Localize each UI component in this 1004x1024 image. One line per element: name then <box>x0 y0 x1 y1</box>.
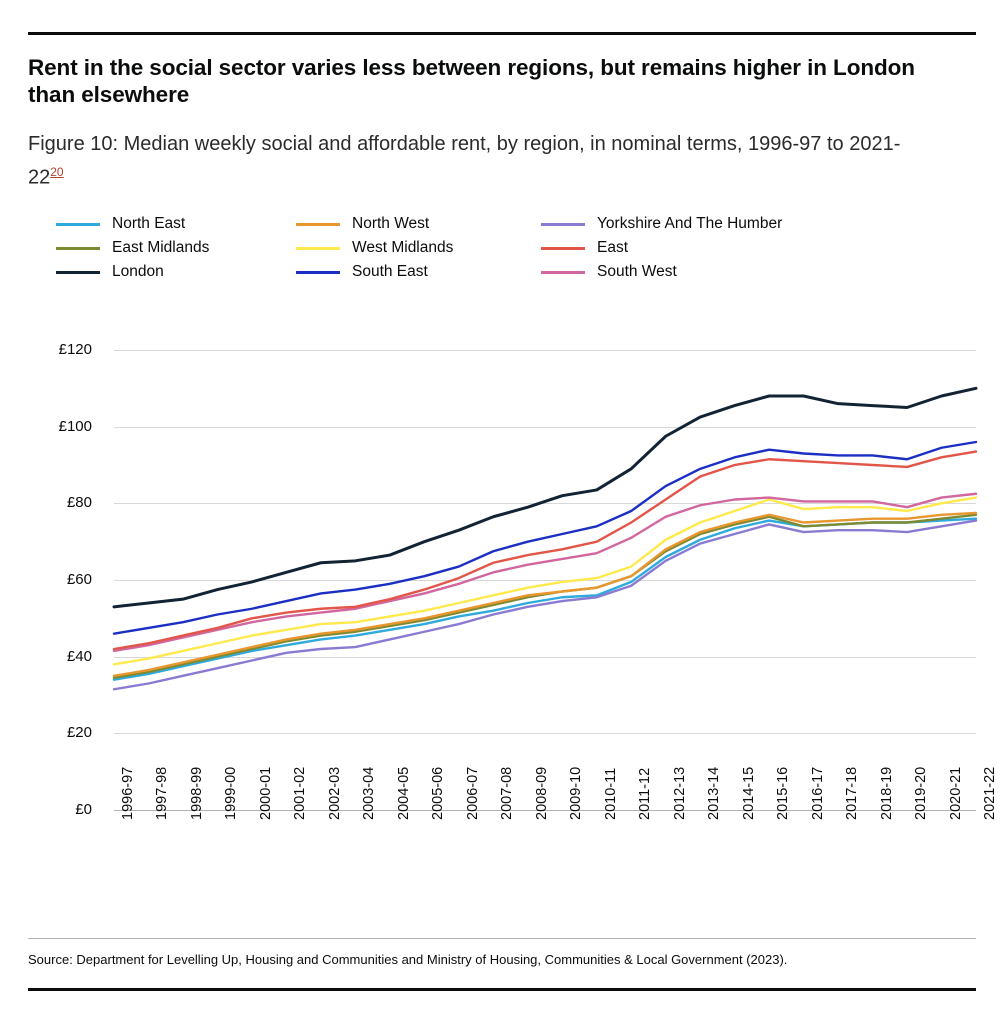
legend-label: Yorkshire And The Humber <box>597 215 783 232</box>
legend-item-london[interactable] <box>56 260 296 284</box>
legend-swatch-icon <box>541 223 585 226</box>
source-divider <box>28 938 976 939</box>
x-axis-tick-label: 2014-15 <box>740 766 757 820</box>
x-axis-tick-label: 2005-06 <box>430 766 447 820</box>
x-axis-tick-label: 2021-22 <box>982 766 998 820</box>
legend-item-east[interactable] <box>541 236 841 260</box>
x-axis-tick-label: 2015-16 <box>775 766 792 820</box>
x-axis-tick-label: 2007-08 <box>499 766 516 820</box>
legend-item-south-west[interactable] <box>541 260 841 284</box>
legend-item-east-midlands[interactable] <box>56 236 296 260</box>
y-axis-tick-label: £60 <box>66 571 92 588</box>
y-axis-tick-label: £0 <box>75 801 92 818</box>
subtitle-text: Figure 10: Median weekly social and affordable rent, by region, in nominal terms, 1996-97 to 2021-22 <box>28 133 901 189</box>
figure-subtitle <box>28 130 928 192</box>
legend-label: West Midlands <box>352 239 454 256</box>
series-line-south-west <box>114 494 976 651</box>
legend-item-west-midlands[interactable] <box>296 236 541 260</box>
series-line-east <box>114 452 976 649</box>
legend-label: East <box>597 239 629 256</box>
x-axis-tick-label: 2010-11 <box>602 767 619 820</box>
legend-row <box>56 260 856 284</box>
legend-label: London <box>112 263 164 280</box>
x-axis-tick-label: 1996-97 <box>120 766 136 820</box>
x-axis-tick-label: 2008-09 <box>533 766 550 820</box>
legend-row <box>56 236 856 260</box>
x-axis-tick-label: 2011-12 <box>637 767 654 820</box>
x-axis-tick-label: 2012-13 <box>671 766 688 820</box>
x-axis-tick-label: 2018-19 <box>878 766 895 820</box>
x-axis-tick-label: 2009-10 <box>568 766 585 820</box>
x-axis-tick-label: 2003-04 <box>361 766 378 820</box>
x-axis-tick-label: 1999-00 <box>223 766 240 820</box>
legend-swatch-icon <box>296 271 340 274</box>
y-axis-tick-label: £20 <box>66 724 92 742</box>
top-divider <box>28 32 976 35</box>
series-line-london <box>114 388 976 606</box>
legend-label: South East <box>352 263 428 280</box>
x-axis-tick-label: 2004-05 <box>395 766 412 820</box>
series-line-yorkshire-and-the-humber <box>114 521 976 690</box>
legend-label: North West <box>352 215 430 232</box>
chart-plot-area <box>28 330 998 910</box>
legend-swatch-icon <box>296 223 340 226</box>
legend-swatch-icon <box>296 247 340 250</box>
x-axis-tick-label: 1998-99 <box>188 766 205 820</box>
legend-label: North East <box>112 215 186 232</box>
x-axis-tick-label: 2013-14 <box>706 766 723 820</box>
x-axis-tick-label: 2001-02 <box>292 766 309 820</box>
legend-label: East Midlands <box>112 239 210 256</box>
legend-row <box>56 212 856 236</box>
legend-swatch-icon <box>541 247 585 250</box>
chart-legend <box>56 212 856 284</box>
bottom-divider <box>28 988 976 991</box>
y-axis-tick-label: £80 <box>66 494 92 512</box>
series-line-west-midlands <box>114 498 976 665</box>
legend-swatch-icon <box>56 247 100 250</box>
x-axis-tick-label: 2000-01 <box>257 766 274 820</box>
legend-swatch-icon <box>541 271 585 274</box>
x-axis-tick-label: 2019-20 <box>913 766 930 820</box>
footnote-ref[interactable]: 20 <box>50 165 64 179</box>
legend-item-north-east[interactable] <box>56 212 296 236</box>
legend-item-north-west[interactable] <box>296 212 541 236</box>
page-title: Rent in the social sector varies less between regions, but remains higher in London than elsewhere <box>28 55 915 107</box>
source-note: Source: Department for Levelling Up, Housing and Communities and Ministry of Housing, Communities & Local Government (2023). <box>28 952 788 967</box>
x-axis-tick-label: 2017-18 <box>844 766 861 820</box>
legend-label: South West <box>597 263 677 280</box>
x-axis-tick-label: 2006-07 <box>464 766 481 820</box>
figure-page <box>28 0 998 1024</box>
series-line-north-east <box>114 519 976 680</box>
x-axis-tick-label: 1997-98 <box>154 766 171 820</box>
y-axis-tick-label: £40 <box>66 647 92 665</box>
chart-series-group <box>28 330 976 890</box>
legend-item-yorkshire-and-the-humber[interactable] <box>541 212 841 236</box>
y-axis-tick-label: £100 <box>58 417 92 435</box>
x-axis-tick-label: 2016-17 <box>809 766 826 820</box>
legend-swatch-icon <box>56 223 100 226</box>
x-axis-tick-label: 2020-21 <box>947 766 964 820</box>
y-axis-tick-label: £120 <box>58 341 92 358</box>
legend-swatch-icon <box>56 271 100 274</box>
legend-item-south-east[interactable] <box>296 260 541 284</box>
x-axis-tick-label: 2002-03 <box>326 766 343 820</box>
